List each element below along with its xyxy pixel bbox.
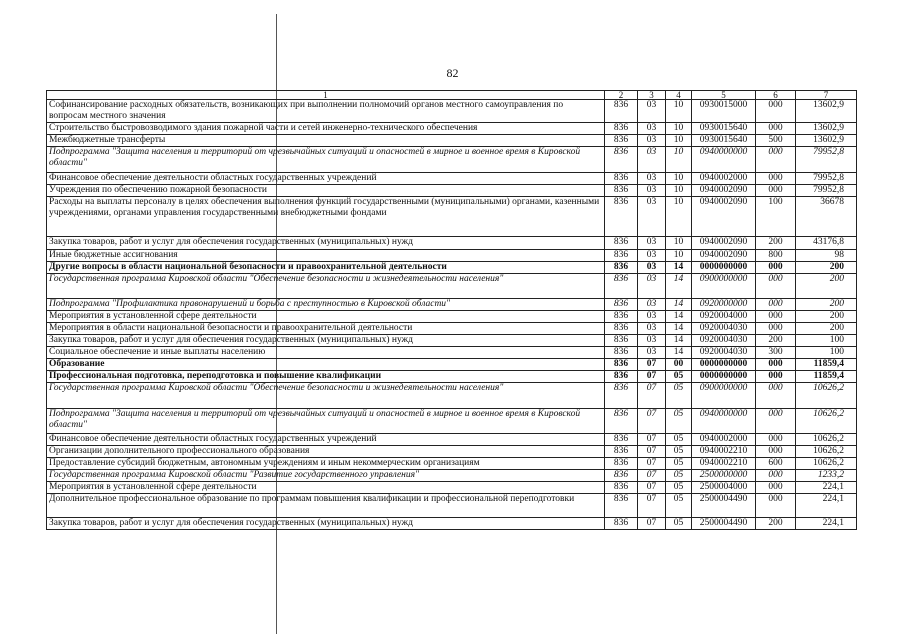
row-amount-cell: 200 [796,274,857,299]
table-row [47,311,857,323]
row-expense-type-cell: 000 [756,100,796,123]
row-code-cell: 836 [605,311,638,323]
row-section-cell: 03 [638,299,666,311]
row-expense-type-cell: 300 [756,347,796,359]
row-code-cell: 836 [605,197,638,237]
table-row [47,147,857,173]
row-target-article-cell: 0940000000 [692,147,756,173]
row-expense-type-cell: 000 [756,323,796,335]
row-subsection-cell: 10 [666,173,692,185]
row-amount-cell: 11859,4 [796,359,857,371]
row-amount-cell: 200 [796,323,857,335]
row-expense-type-cell: 000 [756,299,796,311]
row-expense-type-cell: 100 [756,197,796,237]
row-name-cell: Иные бюджетные ассигнования [47,250,605,262]
row-section-cell: 07 [638,434,666,446]
row-name-cell: Мероприятия в области национальной безопасности и правоохранительной деятельности [47,323,605,335]
row-code-cell: 836 [605,323,638,335]
row-code-cell: 836 [605,446,638,458]
row-section-cell: 03 [638,311,666,323]
row-amount-cell: 200 [796,299,857,311]
row-subsection-cell: 05 [666,458,692,470]
row-target-article-cell: 0930015640 [692,135,756,147]
row-amount-cell: 79952,8 [796,173,857,185]
row-name-cell: Финансовое обеспечение деятельности областных государственных учреждений [47,173,605,185]
header-cell: 7 [796,91,857,100]
row-target-article-cell: 0920004000 [692,311,756,323]
row-section-cell: 07 [638,383,666,409]
row-amount-cell: 43176,8 [796,237,857,250]
row-expense-type-cell: 000 [756,409,796,434]
row-subsection-cell: 05 [666,518,692,530]
row-expense-type-cell: 000 [756,123,796,135]
row-target-article-cell: 0940002210 [692,458,756,470]
table-row [47,359,857,371]
row-code-cell: 836 [605,518,638,530]
row-name-cell: Государственная программа Кировской области "Обеспечение безопасности и жизнедеятельности населения" [47,274,605,299]
row-expense-type-cell: 000 [756,434,796,446]
row-name-cell: Дополнительное профессиональное образование по программам повышения квалификации и профессиональной переподготовки [47,494,605,518]
row-amount-cell: 100 [796,347,857,359]
row-section-cell: 07 [638,470,666,482]
row-section-cell: 03 [638,135,666,147]
header-cell: 5 [692,91,756,100]
row-section-cell: 03 [638,197,666,237]
row-target-article-cell: 0940002090 [692,250,756,262]
row-target-article-cell: 0940002090 [692,237,756,250]
row-code-cell: 836 [605,482,638,494]
table-row [47,173,857,185]
row-name-cell: Государственная программа Кировской области "Развитие государственного управления" [47,470,605,482]
row-name-cell: Предоставление субсидий бюджетным, автономным учреждениям и иным некоммерческим организациям [47,458,605,470]
row-target-article-cell: 2500004490 [692,494,756,518]
row-expense-type-cell: 000 [756,494,796,518]
row-name-cell: Мероприятия в установленной сфере деятельности [47,482,605,494]
row-section-cell: 03 [638,347,666,359]
row-subsection-cell: 10 [666,197,692,237]
table-row [47,274,857,299]
row-name-cell: Профессиональная подготовка, переподготовка и повышение квалификации [47,371,605,383]
row-subsection-cell: 14 [666,262,692,274]
row-section-cell: 03 [638,323,666,335]
table-row [47,135,857,147]
row-code-cell: 836 [605,237,638,250]
row-subsection-cell: 05 [666,446,692,458]
row-name-cell: Организации дополнительного профессионального образования [47,446,605,458]
row-name-cell: Образование [47,359,605,371]
table-row [47,470,857,482]
row-target-article-cell: 0000000000 [692,359,756,371]
row-code-cell: 836 [605,147,638,173]
row-amount-cell: 79952,8 [796,147,857,173]
row-code-cell: 836 [605,458,638,470]
header-cell: 4 [666,91,692,100]
row-code-cell: 836 [605,383,638,409]
row-expense-type-cell: 000 [756,359,796,371]
row-target-article-cell: 0920004030 [692,335,756,347]
row-section-cell: 07 [638,409,666,434]
row-expense-type-cell: 000 [756,470,796,482]
table-row [47,250,857,262]
table-header-row [47,91,857,100]
row-subsection-cell: 14 [666,347,692,359]
row-amount-cell: 10626,2 [796,409,857,434]
header-cell: 2 [605,91,638,100]
row-section-cell: 03 [638,250,666,262]
row-subsection-cell: 10 [666,123,692,135]
row-expense-type-cell: 600 [756,458,796,470]
row-target-article-cell: 0900000000 [692,383,756,409]
row-name-cell: Подпрограмма "Профилактика правонарушений и борьба с преступностью в Кировской области" [47,299,605,311]
row-amount-cell: 100 [796,335,857,347]
row-name-cell: Другие вопросы в области национальной безопасности и правоохранительной деятельности [47,262,605,274]
row-amount-cell: 13602,9 [796,135,857,147]
row-expense-type-cell: 200 [756,237,796,250]
table-row [47,197,857,237]
table-row [47,409,857,434]
row-amount-cell: 13602,9 [796,100,857,123]
row-subsection-cell: 05 [666,383,692,409]
row-expense-type-cell: 000 [756,185,796,197]
row-amount-cell: 13602,9 [796,123,857,135]
row-target-article-cell: 0000000000 [692,262,756,274]
row-subsection-cell: 10 [666,100,692,123]
table-row [47,482,857,494]
row-name-cell: Мероприятия в установленной сфере деятельности [47,311,605,323]
row-target-article-cell: 0920000000 [692,299,756,311]
row-section-cell: 03 [638,185,666,197]
row-expense-type-cell: 800 [756,250,796,262]
row-expense-type-cell: 000 [756,173,796,185]
row-expense-type-cell: 000 [756,446,796,458]
row-section-cell: 07 [638,518,666,530]
row-subsection-cell: 14 [666,323,692,335]
row-code-cell: 836 [605,185,638,197]
row-subsection-cell: 10 [666,237,692,250]
row-target-article-cell: 0940002000 [692,434,756,446]
row-target-article-cell: 0940000000 [692,409,756,434]
header-cell: 3 [638,91,666,100]
table-row [47,518,857,530]
row-target-article-cell: 0940002090 [692,197,756,237]
row-target-article-cell: 0940002090 [692,185,756,197]
row-name-cell: Подпрограмма "Защита населения и территорий от чрезвычайных ситуаций и опасностей в мирное и военное время в Кировской области" [47,147,605,173]
row-amount-cell: 224,1 [796,494,857,518]
row-target-article-cell: 0930015000 [692,100,756,123]
row-section-cell: 07 [638,494,666,518]
table-row [47,299,857,311]
row-target-article-cell: 2500004000 [692,482,756,494]
row-subsection-cell: 05 [666,371,692,383]
budget-table [46,90,857,530]
row-amount-cell: 79952,8 [796,185,857,197]
row-name-cell: Расходы на выплаты персоналу в целях обеспечения выполнения функций государственными (муниципальными) органами, казенными учреждениями, органами управления государственными внебюджетными фондами [47,197,605,237]
row-code-cell: 836 [605,359,638,371]
row-subsection-cell: 10 [666,250,692,262]
table-row [47,123,857,135]
row-section-cell: 03 [638,147,666,173]
header-cell: 1 [47,91,605,100]
row-target-article-cell: 0940002000 [692,173,756,185]
row-section-cell: 07 [638,359,666,371]
row-subsection-cell: 05 [666,482,692,494]
row-subsection-cell: 05 [666,434,692,446]
row-code-cell: 836 [605,299,638,311]
row-name-cell: Закупка товаров, работ и услуг для обеспечения государственных (муниципальных) нужд [47,335,605,347]
row-code-cell: 836 [605,274,638,299]
row-section-cell: 07 [638,371,666,383]
row-target-article-cell: 0000000000 [692,371,756,383]
row-expense-type-cell: 000 [756,274,796,299]
row-section-cell: 03 [638,262,666,274]
row-section-cell: 07 [638,446,666,458]
row-amount-cell: 10626,2 [796,434,857,446]
row-subsection-cell: 10 [666,185,692,197]
row-code-cell: 836 [605,262,638,274]
table-row [47,100,857,123]
row-subsection-cell: 14 [666,274,692,299]
row-code-cell: 836 [605,100,638,123]
row-amount-cell: 10626,2 [796,458,857,470]
row-subsection-cell: 10 [666,135,692,147]
row-code-cell: 836 [605,470,638,482]
table-row [47,262,857,274]
table-row [47,371,857,383]
row-subsection-cell: 14 [666,335,692,347]
row-amount-cell: 200 [796,311,857,323]
table-row [47,323,857,335]
header-cell: 6 [756,91,796,100]
row-code-cell: 836 [605,409,638,434]
row-name-cell: Подпрограмма "Защита населения и территорий от чрезвычайных ситуаций и опасностей в мирное и военное время в Кировской области" [47,409,605,434]
row-amount-cell: 224,1 [796,518,857,530]
row-expense-type-cell: 000 [756,371,796,383]
row-code-cell: 836 [605,250,638,262]
row-name-cell: Закупка товаров, работ и услуг для обеспечения государственных (муниципальных) нужд [47,518,605,530]
row-name-cell: Финансовое обеспечение деятельности областных государственных учреждений [47,434,605,446]
row-subsection-cell: 10 [666,147,692,173]
row-target-article-cell: 2500004490 [692,518,756,530]
row-section-cell: 03 [638,335,666,347]
row-name-cell: Государственная программа Кировской области "Обеспечение безопасности и жизнедеятельности населения" [47,383,605,409]
row-section-cell: 03 [638,237,666,250]
row-subsection-cell: 14 [666,311,692,323]
table-row [47,434,857,446]
row-name-cell: Социальное обеспечение и иные выплаты населению [47,347,605,359]
table-row [47,335,857,347]
row-subsection-cell: 05 [666,494,692,518]
table-row [47,494,857,518]
row-subsection-cell: 05 [666,409,692,434]
row-target-article-cell: 0920004030 [692,347,756,359]
row-code-cell: 836 [605,371,638,383]
row-amount-cell: 10626,2 [796,383,857,409]
row-target-article-cell: 0930015640 [692,123,756,135]
row-amount-cell: 1233,2 [796,470,857,482]
row-expense-type-cell: 000 [756,311,796,323]
row-subsection-cell: 00 [666,359,692,371]
row-target-article-cell: 2500000000 [692,470,756,482]
row-subsection-cell: 14 [666,299,692,311]
row-target-article-cell: 0920004030 [692,323,756,335]
row-target-article-cell: 0940002210 [692,446,756,458]
row-expense-type-cell: 000 [756,262,796,274]
row-code-cell: 836 [605,347,638,359]
row-name-cell: Межбюджетные трансферты [47,135,605,147]
page-number: 82 [446,66,459,80]
row-section-cell: 03 [638,123,666,135]
row-expense-type-cell: 000 [756,383,796,409]
row-section-cell: 03 [638,173,666,185]
row-expense-type-cell: 200 [756,518,796,530]
row-name-cell: Закупка товаров, работ и услуг для обеспечения государственных (муниципальных) нужд [47,237,605,250]
row-code-cell: 836 [605,173,638,185]
table-row [47,347,857,359]
table-row [47,446,857,458]
row-target-article-cell: 0900000000 [692,274,756,299]
table-row [47,237,857,250]
row-amount-cell: 200 [796,262,857,274]
row-code-cell: 836 [605,135,638,147]
table-row [47,185,857,197]
table-row [47,458,857,470]
row-name-cell: Учреждения по обеспечению пожарной безопасности [47,185,605,197]
row-expense-type-cell: 000 [756,147,796,173]
row-code-cell: 836 [605,434,638,446]
row-name-cell: Строительство быстровозводимого здания пожарной части и сетей инженерно-технического обеспечения [47,123,605,135]
budget-table-body [47,91,857,530]
row-amount-cell: 98 [796,250,857,262]
row-expense-type-cell: 500 [756,135,796,147]
row-section-cell: 03 [638,100,666,123]
row-name-cell: Софинансирование расходных обязательств, возникающих при выполнении полномочий органов местного самоуправления по вопросам местного значения [47,100,605,123]
row-expense-type-cell: 200 [756,335,796,347]
row-section-cell: 07 [638,482,666,494]
row-amount-cell: 10626,2 [796,446,857,458]
row-amount-cell: 11859,4 [796,371,857,383]
table-row [47,383,857,409]
row-section-cell: 07 [638,458,666,470]
row-expense-type-cell: 000 [756,482,796,494]
row-section-cell: 03 [638,274,666,299]
row-code-cell: 836 [605,494,638,518]
row-code-cell: 836 [605,123,638,135]
row-amount-cell: 224,1 [796,482,857,494]
row-subsection-cell: 05 [666,470,692,482]
row-amount-cell: 36678 [796,197,857,237]
row-code-cell: 836 [605,335,638,347]
